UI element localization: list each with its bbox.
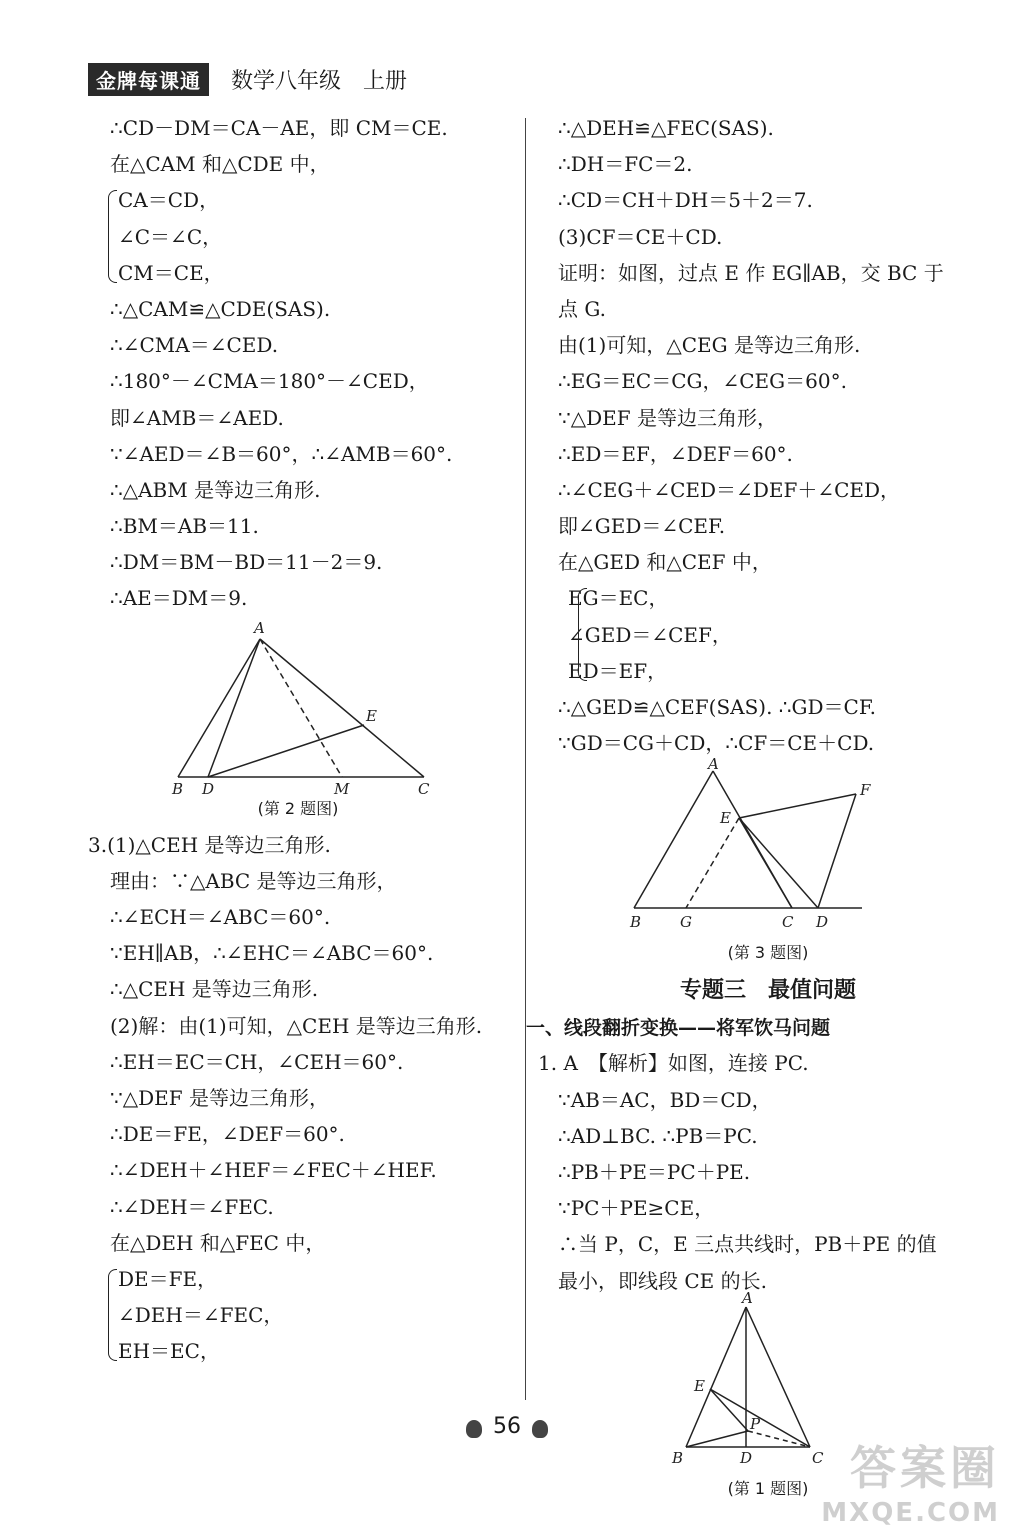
text-line: ∴EH＝EC＝CH，∠CEH＝60°. xyxy=(110,1049,404,1074)
book-title: 数学八年级 上册 xyxy=(231,68,408,94)
text-line: ∴AE＝DM＝9. xyxy=(110,586,248,611)
page-header xyxy=(88,62,407,96)
text-line: ∠C＝∠C， xyxy=(118,224,223,249)
watermark xyxy=(821,1432,1000,1528)
text-line: ∵EH∥AB，∴∠EHC＝∠ABC＝60°. xyxy=(110,941,434,966)
text-line: ∴∠CEG＋∠CED＝∠DEF＋∠CED， xyxy=(558,477,901,502)
right-column xyxy=(526,110,978,1507)
text-line: 在△GED 和△CEF 中， xyxy=(558,550,772,575)
text-line: ∴△CEH 是等边三角形. xyxy=(110,977,319,1002)
point-label: B xyxy=(672,1448,684,1467)
text-line: (3)CF＝CE＋CD. xyxy=(558,224,723,249)
text-line: 在△DEH 和△FEC 中， xyxy=(110,1230,326,1255)
text-line: ∴△DEH≌△FEC(SAS). xyxy=(558,116,774,140)
equation-system xyxy=(558,580,978,689)
text-line: ∴△ABM 是等边三角形. xyxy=(110,477,321,502)
text-line: ∴EG＝EC＝CG，∠CEG＝60°. xyxy=(558,369,847,394)
point-label: E xyxy=(366,706,377,725)
point-label: C xyxy=(812,1448,824,1467)
text-line: EG＝EC， xyxy=(568,586,669,611)
text-line: 即∠AMB＝∠AED. xyxy=(110,405,284,430)
text-line: ∴△GED≌△CEF(SAS). ∴GD＝CF. xyxy=(558,695,876,719)
point-label: D xyxy=(816,913,829,932)
text-line: ∵AB＝AC，BD＝CD， xyxy=(558,1087,772,1112)
text-line: 由(1)可知，△CEG 是等边三角形. xyxy=(558,333,861,358)
point-label: P xyxy=(750,1414,761,1433)
text-line: DE＝FE， xyxy=(118,1266,218,1291)
figure-caption: (第 1 题图) xyxy=(727,1478,809,1498)
text-line: ∵∠AED＝∠B＝60°，∴∠AMB＝60°. xyxy=(110,441,453,466)
point-label: D xyxy=(202,779,215,798)
point-label: C xyxy=(782,913,794,932)
point-label: C xyxy=(418,779,430,798)
subsection-title: 一、线段翻折变换——将军饮马问题 xyxy=(526,1017,831,1040)
triangle-diagram-3 xyxy=(558,755,978,932)
figure-caption: (第 3 题图) xyxy=(727,943,809,963)
watermark-url: MXQE.COM xyxy=(821,1498,1000,1528)
text-line: ∴△CAM≌△CDE(SAS). xyxy=(110,296,331,321)
equation-system xyxy=(88,182,508,291)
point-label: A xyxy=(742,1288,753,1307)
point-label: A xyxy=(254,618,265,637)
point-label: A xyxy=(708,755,719,774)
text-line: ∴BM＝AB＝11. xyxy=(110,514,259,539)
point-label: E xyxy=(694,1376,705,1395)
leaf-icon xyxy=(466,1420,482,1438)
text-line: 即∠GED＝∠CEF. xyxy=(558,514,726,539)
question-3: 3.(1)△CEH 是等边三角形. xyxy=(88,832,331,857)
text-line: ∴CD＝CH＋DH＝5＋2＝7. xyxy=(558,188,813,213)
page-number: 56 xyxy=(493,1414,521,1439)
text-line: ED＝EF， xyxy=(568,658,668,683)
point-label: F xyxy=(860,781,871,800)
figure-caption: (第 2 题图) xyxy=(257,798,339,818)
text-line: CA＝CD， xyxy=(118,188,220,213)
point-label: B xyxy=(630,913,642,932)
text-line: ∵PC＋PE≥CE， xyxy=(558,1196,715,1221)
point-label: B xyxy=(172,779,184,798)
series-badge: 金牌每课通 xyxy=(88,63,209,96)
question-1: 1. A 【解析】如图，连接 PC. xyxy=(538,1051,809,1076)
text-line: ∠GED＝∠CEF， xyxy=(568,622,732,647)
text-line: ∴DH＝FC＝2. xyxy=(558,152,693,177)
equation-system xyxy=(88,1261,508,1370)
text-line: ∠DEH＝∠FEC， xyxy=(118,1303,284,1328)
text-line: ∵△DEF 是等边三角形， xyxy=(110,1085,329,1110)
triangle-diagram-2 xyxy=(88,617,508,798)
text-line: EH＝EC， xyxy=(118,1339,220,1364)
text-line: ∴ED＝EF，∠DEF＝60°. xyxy=(558,441,793,466)
text-line: CM＝CE， xyxy=(118,260,224,285)
column-divider xyxy=(525,118,526,1400)
text-line: ∴∠ECH＝∠ABC＝60°. xyxy=(110,905,331,929)
text-line: ∴∠DEH＋∠HEF＝∠FEC＋∠HEF. xyxy=(110,1158,437,1183)
text-line: ∴PB＋PE＝PC＋PE. xyxy=(558,1159,751,1184)
text-line: 在△CAM 和△CDE 中， xyxy=(110,152,330,177)
text-line: ∴180°－∠CMA＝180°－∠CED， xyxy=(110,369,429,394)
text-line: 点 G. xyxy=(558,296,606,321)
section-title: 专题三 最值问题 xyxy=(679,978,856,1004)
left-column xyxy=(88,110,508,1369)
watermark-text: 答案圈 xyxy=(850,1441,1000,1495)
text-line: ∴∠CMA＝∠CED. xyxy=(110,333,279,358)
point-label: M xyxy=(334,779,350,798)
point-label: G xyxy=(680,913,692,932)
leaf-icon xyxy=(532,1420,548,1438)
figure-3 xyxy=(558,755,978,971)
point-label: D xyxy=(740,1448,753,1467)
text-line: ∴∠DEH＝∠FEC. xyxy=(110,1194,274,1219)
text-line: ∴当 P，C，E 三点共线时，PB＋PE 的值 xyxy=(558,1232,937,1257)
figure-2 xyxy=(88,617,508,827)
text-line: ∴CD－DM＝CA－AE，即 CM＝CE. xyxy=(110,116,448,140)
text-line: 理由：∵△ABC 是等边三角形， xyxy=(110,868,397,893)
text-line: ∴AD⊥BC. ∴PB＝PC. xyxy=(558,1123,758,1148)
text-line: ∵GD＝CG＋CD，∴CF＝CE＋CD. xyxy=(558,731,875,756)
text-line: ∴DM＝BM－BD＝11－2＝9. xyxy=(110,550,383,575)
text-line: 最小，即线段 CE 的长. xyxy=(558,1268,767,1293)
text-line: ∴DE＝FE，∠DEF＝60°. xyxy=(110,1122,345,1147)
point-label: E xyxy=(720,809,731,828)
text-line: ∵△DEF 是等边三角形， xyxy=(558,405,777,430)
text-line: 证明：如图，过点 E 作 EG∥AB，交 BC 于 xyxy=(558,260,944,285)
text-line: (2)解：由(1)可知，△CEH 是等边三角形. xyxy=(110,1013,483,1038)
